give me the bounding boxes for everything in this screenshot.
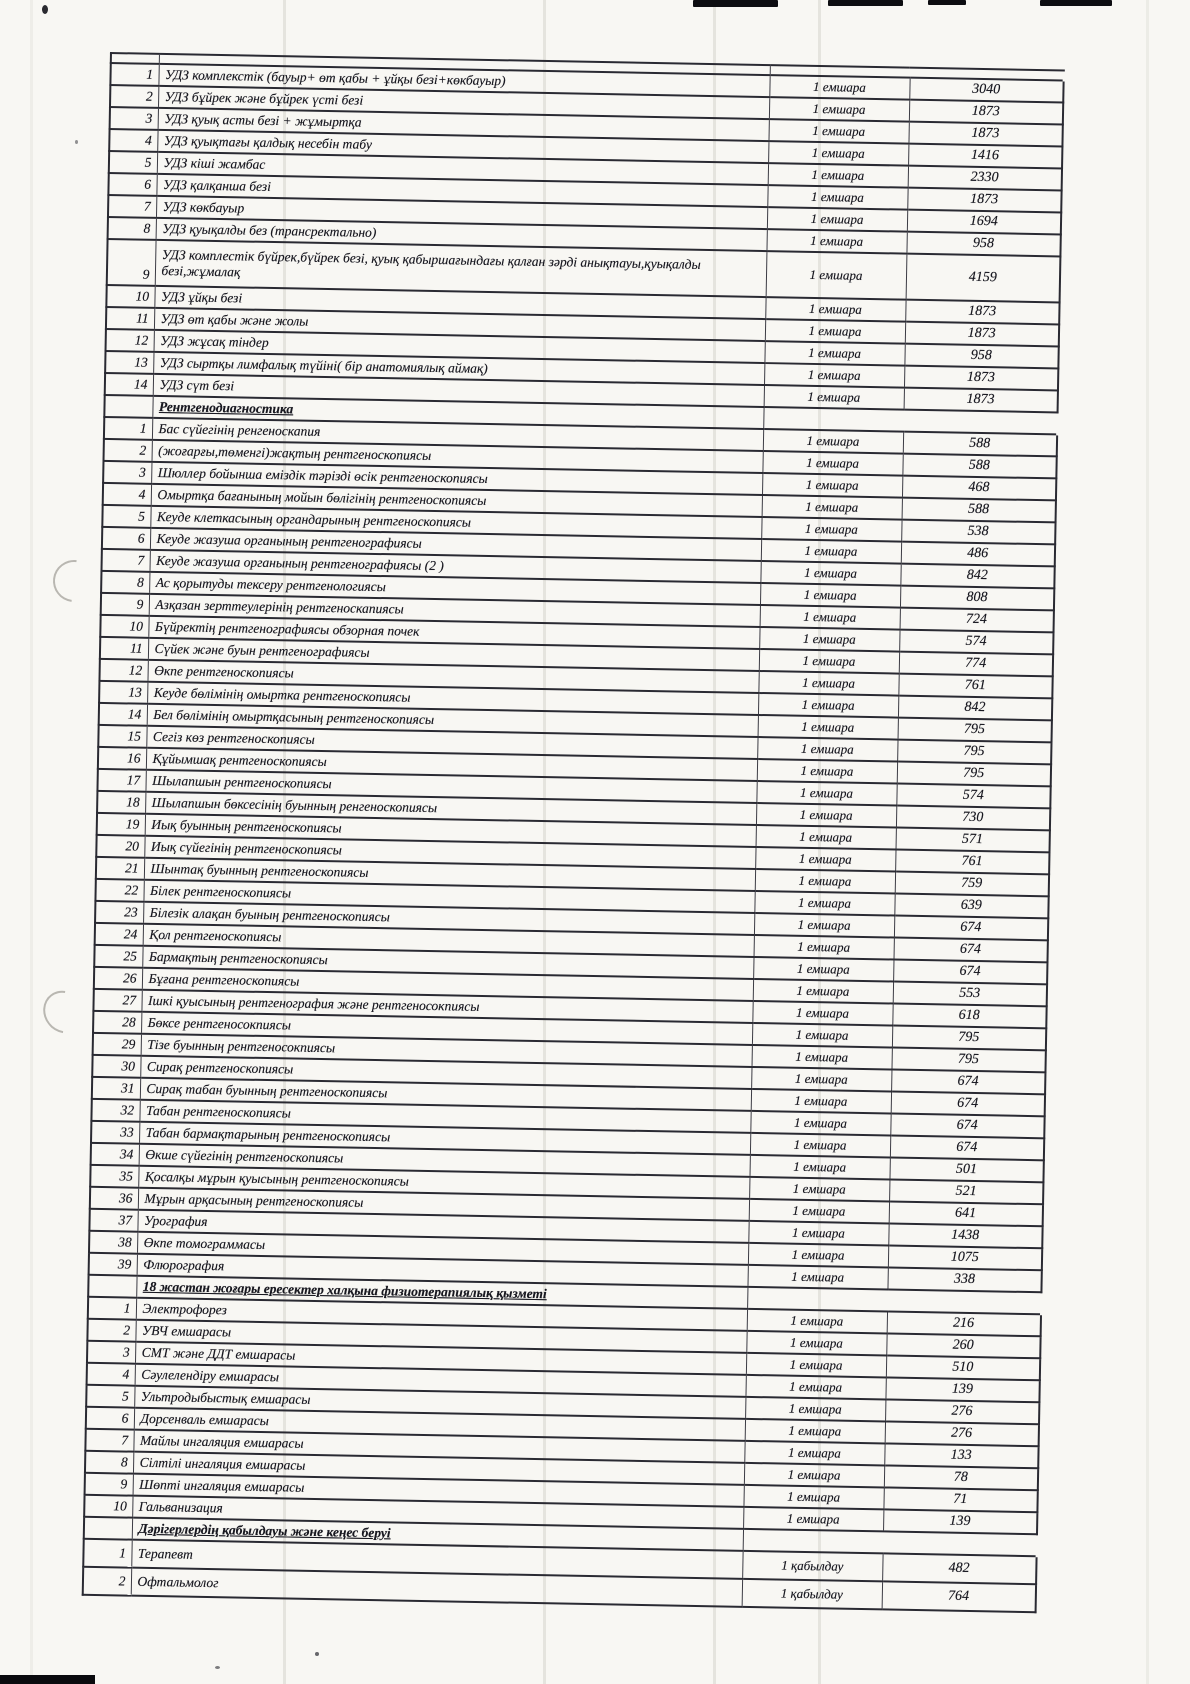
service-name: Шюллер бойынша еміздік тәрізді өсік рентгеноскопиясы [151, 462, 762, 495]
price-cell: 482 [882, 1553, 1036, 1584]
service-name: Сүйек және буын рентгенографиясы [148, 638, 759, 671]
service-name: Кеуде бөлімінің омыртка рентгеноскопиясы [147, 682, 758, 715]
unit-cell: 1 емшара [749, 1177, 889, 1202]
service-name: УДЗ комплестік бүйрек,бүйрек безі, қуық қабыршағындағы қалған зәрді анықтауы,қуықалды безі,жұмалақ [155, 240, 767, 297]
row-number: 9 [107, 239, 156, 286]
unit-cell: 1 емшара [749, 1199, 889, 1224]
row-number: 2 [83, 1567, 132, 1596]
price-cell: 139 [885, 1377, 1039, 1402]
section-header-title: Рентгенодиагностика [152, 396, 763, 429]
service-name: Өкше сүйегінің рентгеноскопиясы [139, 1144, 750, 1177]
price-cell: 3040 [909, 78, 1063, 103]
row-number: 29 [93, 1033, 141, 1056]
service-name: Білезік алақан буының рентгеноскопиясы [143, 902, 754, 935]
row-number: 11 [106, 307, 154, 330]
service-name: Мұрын арқасының рентгеноскопиясы [138, 1188, 749, 1221]
service-name: УДЗ қуықалды без (трансректально) [156, 218, 767, 251]
unit-cell: 1 емшара [768, 141, 908, 166]
unit-cell: 1 емшара [753, 979, 893, 1004]
row-number: 7 [108, 195, 156, 218]
unit-cell: 1 емшара [756, 803, 896, 828]
row-number: 4 [103, 483, 151, 506]
page-curl-mark [45, 552, 104, 611]
row-number: 35 [90, 1165, 138, 1188]
service-name: Ультродыбыстық емшарасы [134, 1386, 745, 1419]
price-cell: 276 [885, 1399, 1039, 1424]
price-cell: 730 [896, 806, 1050, 831]
row-number: 4 [109, 129, 157, 152]
row-number: 6 [108, 173, 156, 196]
price-cell: 674 [893, 960, 1047, 985]
row-number: 3 [110, 107, 158, 130]
row-number: 4 [87, 1363, 135, 1386]
price-cell: 958 [906, 232, 1060, 257]
row-number: 14 [105, 373, 153, 396]
service-name: Өкпе томограммасы [137, 1232, 748, 1265]
service-name: Терапевт [131, 1540, 742, 1579]
row-number: 10 [106, 285, 154, 308]
service-name: УДЗ қалқанша безі [156, 174, 767, 207]
service-name: Майлы ингаляция емшарасы [133, 1430, 744, 1463]
row-number: 3 [103, 461, 151, 484]
row-number: 1 [110, 63, 158, 86]
service-name: Табан рентгеноскопиясы [139, 1100, 750, 1133]
price-cell: 795 [897, 762, 1051, 787]
unit-gap-cell [747, 1287, 887, 1312]
service-name: Білек рентгеноскопиясы [143, 880, 754, 913]
row-number: 22 [95, 879, 143, 902]
service-name: УДЗ қуық асты безі + жұмыртқа [158, 108, 769, 141]
service-name: Табан бармақтарының рентгеноскопиясы [139, 1122, 750, 1155]
row-number: 14 [99, 703, 147, 726]
unit-cell: 1 емшара [752, 1045, 892, 1070]
price-cell: 78 [884, 1465, 1038, 1490]
service-name: Дорсенваль емшарасы [134, 1408, 745, 1441]
unit-cell: 1 емшара [744, 1463, 884, 1488]
price-table [82, 52, 1065, 1613]
row-number: 18 [97, 791, 145, 814]
row-number: 5 [86, 1385, 134, 1408]
service-name: УДЗ бұйрек және бұйрек үсті безі [158, 86, 769, 119]
row-number: 1 [104, 417, 152, 440]
row-number: 32 [91, 1099, 139, 1122]
row-number: 2 [110, 85, 158, 108]
service-name: УДЗ өт қабы және жолы [154, 308, 765, 341]
service-name: Офтальмолог [131, 1568, 742, 1607]
service-name: СМТ және ДДТ емшарасы [135, 1342, 746, 1375]
unit-cell: 1 емшара [752, 1001, 892, 1026]
price-cell: 674 [891, 1069, 1045, 1094]
service-name: Электрофорез [136, 1298, 747, 1331]
service-name: Шынтақ буынның рентгеноскопиясы [144, 858, 755, 891]
unit-cell: 1 емшара [755, 869, 895, 894]
service-name: Сегіз көз рентгеноскопиясы [146, 726, 757, 759]
service-name: Қосалқы мұрын қуысының рентгеноскопиясы [138, 1166, 749, 1199]
section-header-title: Дәрігерлердің қабылдауы және кеңес беруі [132, 1518, 743, 1551]
unit-cell: 1 емшара [745, 1419, 885, 1444]
unit-cell: 1 емшара [755, 847, 895, 872]
scan-speck [215, 1666, 220, 1669]
price-cell: 553 [893, 982, 1047, 1007]
service-name: УДЗ кіші жамбас [157, 152, 768, 185]
row-number: 26 [94, 967, 142, 990]
price-cell: 588 [902, 498, 1056, 523]
unit-cell: 1 емшара [743, 1485, 883, 1510]
unit-cell: 1 емшара [760, 561, 900, 586]
unit-cell: 1 емшара [754, 891, 894, 916]
service-name: Бұғана рентгеноскопиясы [142, 968, 753, 1001]
service-name: Өкпе рентгеноскопиясы [147, 660, 758, 693]
row-number: 33 [91, 1121, 139, 1144]
unit-cell: 1 емшара [759, 649, 899, 674]
price-cell: 618 [892, 1004, 1046, 1029]
row-number: 16 [98, 747, 146, 770]
row-number: 2 [104, 439, 152, 462]
unit-cell: 1 емшара [763, 429, 903, 454]
price-cell: 774 [899, 652, 1053, 677]
row-number: 20 [96, 835, 144, 858]
unit-cell: 1 емшара [757, 759, 897, 784]
price-cell: 674 [890, 1135, 1044, 1160]
unit-gap-cell [743, 1529, 883, 1554]
price-cell: 1873 [909, 100, 1063, 125]
service-name: Құйымшақ рентгеноскопиясы [146, 748, 757, 781]
row-number: 21 [96, 857, 144, 880]
section-header-title: 18 жастан жоғары ересектер халқына физиотерапиялық қызметі [136, 1276, 747, 1309]
unit-cell: 1 емшара [747, 1309, 887, 1334]
service-name: Иық буынның рентгеноскопиясы [145, 814, 756, 847]
row-number: 10 [100, 615, 148, 638]
price-cell: 216 [887, 1311, 1041, 1336]
price-gap-cell [887, 1289, 1041, 1314]
service-name: Кеуде клеткасының органдарының рентгеноскопиясы [150, 506, 761, 539]
unit-cell: 1 емшара [746, 1331, 886, 1356]
unit-cell: 1 емшара [759, 627, 899, 652]
service-name: Гальванизация [132, 1496, 743, 1529]
price-cell: 759 [895, 872, 1049, 897]
price-cell: 510 [886, 1355, 1040, 1380]
scan-speck [315, 1652, 319, 1656]
row-number: 6 [102, 527, 150, 550]
service-name: Кеуде жазуша органының рентгенографиясы [150, 528, 761, 561]
unit-cell: 1 емшара [751, 1067, 891, 1092]
unit-cell: 1 емшара [752, 1023, 892, 1048]
unit-cell: 1 емшара [760, 583, 900, 608]
service-name: Қол рентгеноскопиясы [143, 924, 754, 957]
row-number-cell [88, 1275, 136, 1298]
price-cell: 260 [886, 1333, 1040, 1358]
row-number: 9 [85, 1473, 133, 1496]
row-number: 13 [105, 351, 153, 374]
row-number-cell [104, 395, 152, 418]
price-cell: 1075 [888, 1245, 1042, 1270]
price-cell: 71 [883, 1487, 1037, 1512]
price-cell: 674 [890, 1113, 1044, 1138]
service-name: Бел бөлімінің омыртқасының рентгеноскопиясы [147, 704, 758, 737]
scan-speck [75, 140, 78, 144]
unit-cell: 1 емшара [760, 605, 900, 630]
unit-cell: 1 емшара [764, 385, 904, 410]
unit-cell: 1 емшара [757, 737, 897, 762]
unit-cell: 1 емшара [765, 319, 905, 344]
price-cell: 674 [894, 916, 1048, 941]
row-number: 19 [97, 813, 145, 836]
unit-cell: 1 емшара [746, 1353, 886, 1378]
row-number: 5 [102, 505, 150, 528]
row-number: 17 [97, 769, 145, 792]
unit-cell: 1 емшара [767, 185, 907, 210]
service-name: УДЗ көкбауыр [156, 196, 767, 229]
price-cell: 795 [891, 1047, 1045, 1072]
scan-speck [42, 5, 48, 14]
row-number: 25 [94, 945, 142, 968]
unit-cell: 1 емшара [769, 97, 909, 122]
unit-cell: 1 емшара [767, 207, 907, 232]
price-cell: 1873 [907, 188, 1061, 213]
row-number: 5 [109, 151, 157, 174]
service-name: Сирақ рентгеноскопиясы [140, 1056, 751, 1089]
scan-edge-mark [928, 0, 966, 5]
service-name: Флюрография [137, 1254, 748, 1287]
unit-cell: 1 емшара [754, 935, 894, 960]
price-cell: 2330 [908, 166, 1062, 191]
row-number: 10 [84, 1495, 132, 1518]
service-name: (жоғарғы,төменгі)жақтың рентгеноскопиясы [151, 440, 762, 473]
service-name: УДЗ қуықтағы қалдық несебін табу [157, 130, 768, 163]
row-number-cell [84, 1517, 132, 1540]
row-number: 24 [95, 923, 143, 946]
row-number: 2 [87, 1319, 135, 1342]
row-number: 12 [106, 329, 154, 352]
price-cell: 1438 [888, 1223, 1042, 1248]
price-cell: 1873 [905, 300, 1059, 325]
price-table-body [83, 53, 1064, 1612]
unit-cell: 1 емшара [748, 1221, 888, 1246]
service-name: Урография [137, 1210, 748, 1243]
service-name: УДЗ жұсақ тіндер [154, 330, 765, 363]
price-cell: 764 [882, 1581, 1036, 1612]
unit-cell: 1 емшара [764, 341, 904, 366]
price-cell: 1873 [904, 366, 1058, 391]
price-cell: 486 [901, 542, 1055, 567]
unit-cell: 1 емшара [744, 1441, 884, 1466]
unit-cell: 1 емшара [762, 451, 902, 476]
price-cell: 641 [889, 1201, 1043, 1226]
service-name: Кеуде жазуша органының рентгенографиясы (2 ) [149, 550, 760, 583]
price-cell: 639 [894, 894, 1048, 919]
price-cell: 338 [887, 1267, 1041, 1292]
row-number: 8 [85, 1451, 133, 1474]
unit-cell: 1 емшара [766, 251, 907, 300]
price-cell: 588 [902, 454, 1056, 479]
row-number: 23 [95, 901, 143, 924]
price-cell: 1416 [908, 144, 1062, 169]
price-cell: 674 [891, 1091, 1045, 1116]
price-cell: 808 [900, 586, 1054, 611]
service-name: Шылапшын бөксесінің буынның ренгеноскопиясы [145, 792, 756, 825]
unit-cell: 1 емшара [756, 781, 896, 806]
unit-cell: 1 емшара [768, 119, 908, 144]
price-cell: 574 [896, 784, 1050, 809]
price-cell: 958 [904, 344, 1058, 369]
price-cell: 538 [901, 520, 1055, 545]
price-gap-cell [883, 1531, 1037, 1556]
unit-gap-cell [763, 407, 903, 432]
service-name: Тізе буынның рентгеносокпиясы [141, 1034, 752, 1067]
row-number: 34 [91, 1143, 139, 1166]
row-number: 3 [87, 1341, 135, 1364]
scan-edge-mark [693, 0, 778, 7]
price-cell: 133 [884, 1443, 1038, 1468]
row-number: 31 [92, 1077, 140, 1100]
unit-cell: 1 емшара [758, 693, 898, 718]
unit-cell: 1 емшара [764, 363, 904, 388]
service-name: УДЗ сүт безі [153, 374, 764, 407]
scan-edge-mark [828, 0, 903, 6]
unit-cell: 1 емшара [750, 1133, 890, 1158]
row-number: 15 [98, 725, 146, 748]
price-cell: 571 [896, 828, 1050, 853]
row-number: 9 [101, 593, 149, 616]
service-name: Сілтілі ингаляция емшарасы [133, 1452, 744, 1485]
price-cell: 795 [892, 1025, 1046, 1050]
service-name: Бас сүйегінің ренгеноскапия [152, 418, 763, 451]
price-cell: 1873 [908, 122, 1062, 147]
row-number: 37 [89, 1209, 137, 1232]
unit-cell: 1 емшара [747, 1265, 887, 1290]
service-name: Ішкі қуысының рентгенография және рентгеносокпиясы [141, 990, 752, 1023]
unit-cell: 1 емшара [769, 75, 909, 100]
price-cell: 521 [889, 1179, 1043, 1204]
service-name: Сәулелендіру емшарасы [135, 1364, 746, 1397]
unit-cell: 1 емшара [758, 715, 898, 740]
row-number: 28 [93, 1011, 141, 1034]
unit-cell: 1 қабылдау [742, 1579, 882, 1610]
unit-cell: 1 емшара [753, 957, 893, 982]
row-number: 7 [101, 549, 149, 572]
price-cell: 1873 [905, 322, 1059, 347]
row-number: 8 [101, 571, 149, 594]
price-cell: 674 [894, 938, 1048, 963]
row-number: 1 [83, 1539, 132, 1568]
scan-edge-bar [0, 1675, 95, 1684]
price-cell: 468 [902, 476, 1056, 501]
service-name: Шылапшын рентгеноскопиясы [145, 770, 756, 803]
unit-cell: 1 емшара [768, 163, 908, 188]
service-name: Иық сүйегінің рентгеноскопиясы [144, 836, 755, 869]
unit-cell: 1 қабылдау [742, 1551, 882, 1582]
unit-cell: 1 емшара [758, 671, 898, 696]
price-cell: 1694 [907, 210, 1061, 235]
service-name: Бармақтың рентгеноскопиясы [142, 946, 753, 979]
price-cell: 795 [897, 740, 1051, 765]
row-number: 6 [86, 1407, 134, 1430]
unit-cell: 1 емшара [761, 539, 901, 564]
unit-cell: 1 емшара [745, 1375, 885, 1400]
scan-edge-mark [1040, 0, 1112, 6]
unit-cell: 1 емшара [756, 825, 896, 850]
price-cell: 842 [898, 696, 1052, 721]
row-number: 7 [85, 1429, 133, 1452]
service-name: УВЧ емшарасы [135, 1320, 746, 1353]
price-cell: 761 [898, 674, 1052, 699]
price-cell: 276 [885, 1421, 1039, 1446]
unit-cell: 1 емшара [762, 473, 902, 498]
price-cell: 724 [900, 608, 1054, 633]
price-cell: 501 [889, 1157, 1043, 1182]
scan-streak [30, 0, 33, 1684]
row-number: 30 [92, 1055, 140, 1078]
price-list-sheet [82, 52, 1063, 1613]
unit-cell: 1 емшара [745, 1397, 885, 1422]
unit-cell: 1 емшара [748, 1243, 888, 1268]
unit-cell: 1 емшара [749, 1155, 889, 1180]
unit-cell: 1 емшара [750, 1111, 890, 1136]
service-name: Омыртқа бағанының мойын бөлігінің рентгеноскопиясы [151, 484, 762, 517]
service-name: Бүйректің рентгенографиясы обзорная почек [148, 616, 759, 649]
service-name: Шөпті ингаляция емшарасы [133, 1474, 744, 1507]
row-number: 1 [88, 1297, 136, 1320]
row-number: 13 [99, 681, 147, 704]
service-name: УДЗ сыртқы лимфалық түйіні( бір анатомиялық аймақ) [153, 352, 764, 385]
unit-cell: 1 емшара [762, 495, 902, 520]
price-cell: 588 [903, 432, 1057, 457]
service-name: Бөксе рентгеносокпиясы [141, 1012, 752, 1045]
unit-cell: 1 емшара [751, 1089, 891, 1114]
unit-cell: 1 емшара [765, 297, 905, 322]
row-number: 8 [108, 217, 156, 240]
service-name: УДЗ ұйқы безі [154, 286, 765, 319]
row-number: 38 [89, 1231, 137, 1254]
service-name: Ас қорытуды тексеру рентгенологиясы [149, 572, 760, 605]
price-cell: 574 [899, 630, 1053, 655]
service-name: УДЗ комплекстік (бауыр+ өт қабы + ұйқы безі+көкбауыр) [158, 64, 769, 97]
price-cell: 795 [898, 718, 1052, 743]
page-curl-mark [35, 982, 94, 1041]
row-number: 11 [100, 637, 148, 660]
row-number: 39 [89, 1253, 137, 1276]
unit-cell: 1 емшара [761, 517, 901, 542]
service-name: Сирақ табан буынның рентгеноскопиясы [140, 1078, 751, 1111]
service-name: Азқазан зерттеулерінің рентгеноскапиясы [149, 594, 760, 627]
row-number: 27 [93, 989, 141, 1012]
price-gap-cell [903, 410, 1057, 435]
price-cell: 1873 [904, 388, 1058, 413]
price-cell: 4159 [906, 254, 1061, 303]
price-cell: 842 [900, 564, 1054, 589]
unit-cell: 1 емшара [754, 913, 894, 938]
row-number: 36 [90, 1187, 138, 1210]
scan-streak [1146, 0, 1149, 1684]
unit-cell: 1 емшара [766, 229, 906, 254]
price-cell: 761 [895, 850, 1049, 875]
row-number: 12 [99, 659, 147, 682]
unit-cell: 1 емшара [743, 1507, 883, 1532]
price-cell: 139 [883, 1509, 1037, 1534]
